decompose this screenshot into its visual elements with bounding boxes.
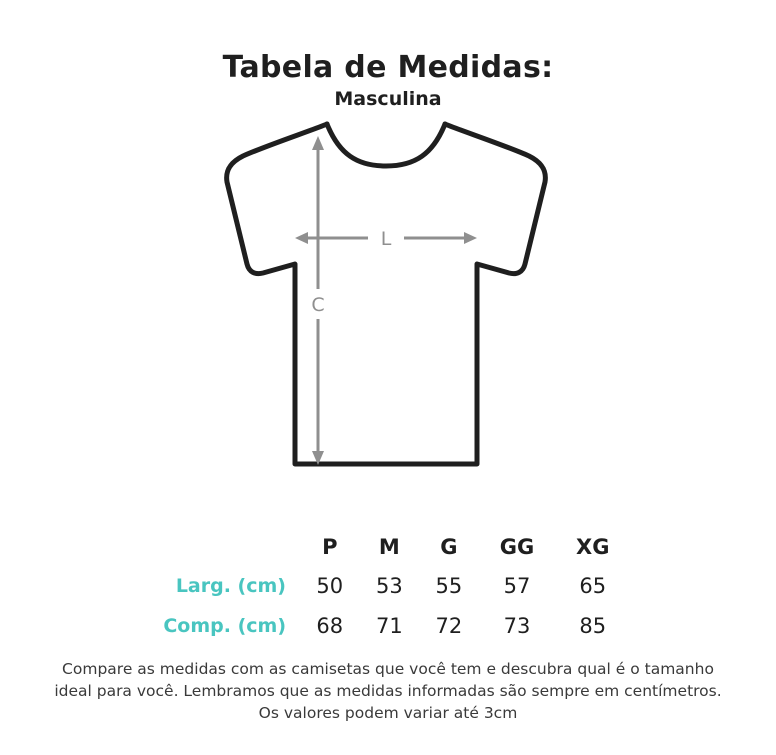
footer-note-line-2: ideal para você. Lembramos que as medidas informadas são sempre em centímetros. <box>54 682 722 700</box>
cell-largura-m: 53 <box>375 574 403 598</box>
column-header-gg: GG <box>499 535 535 559</box>
row-label-largura: Larg. (cm) <box>175 575 286 597</box>
cell-comprimento-xg: 85 <box>579 614 607 638</box>
page-subtitle: Masculina <box>334 88 442 110</box>
cell-comprimento-m: 71 <box>375 614 403 638</box>
tshirt-outline-icon <box>227 124 546 464</box>
width-label: L <box>380 228 392 250</box>
cell-largura-gg: 57 <box>503 574 531 598</box>
cell-comprimento-gg: 73 <box>503 614 531 638</box>
column-header-xg: XG <box>576 535 610 559</box>
height-arrow-top-head <box>312 136 324 150</box>
table-corner-cell <box>150 528 300 566</box>
width-arrow-left-head <box>295 232 308 244</box>
page-title: Tabela de Medidas: <box>222 50 554 85</box>
footer-note <box>0 658 776 724</box>
height-label: C <box>311 294 325 316</box>
measurements-table <box>150 528 630 646</box>
footer-note-line-1: Compare as medidas com as camisetas que você tem e descubra qual é o tamanho <box>62 660 714 678</box>
footer-note-line-3: Os valores podem variar até 3cm <box>258 704 518 722</box>
column-header-g: G <box>440 535 458 559</box>
cell-largura-g: 55 <box>435 574 463 598</box>
cell-comprimento-g: 72 <box>435 614 463 638</box>
table-header-row <box>150 528 630 566</box>
cell-largura-xg: 65 <box>579 574 607 598</box>
tshirt-diagram <box>205 112 565 487</box>
row-label-comprimento: Comp. (cm) <box>163 615 286 637</box>
width-arrow-right-head <box>464 232 477 244</box>
table-row <box>150 606 630 646</box>
column-header-p: P <box>322 535 338 559</box>
column-header-m: M <box>378 535 400 559</box>
cell-comprimento-p: 68 <box>316 614 344 638</box>
cell-largura-p: 50 <box>316 574 344 598</box>
table-row <box>150 566 630 606</box>
